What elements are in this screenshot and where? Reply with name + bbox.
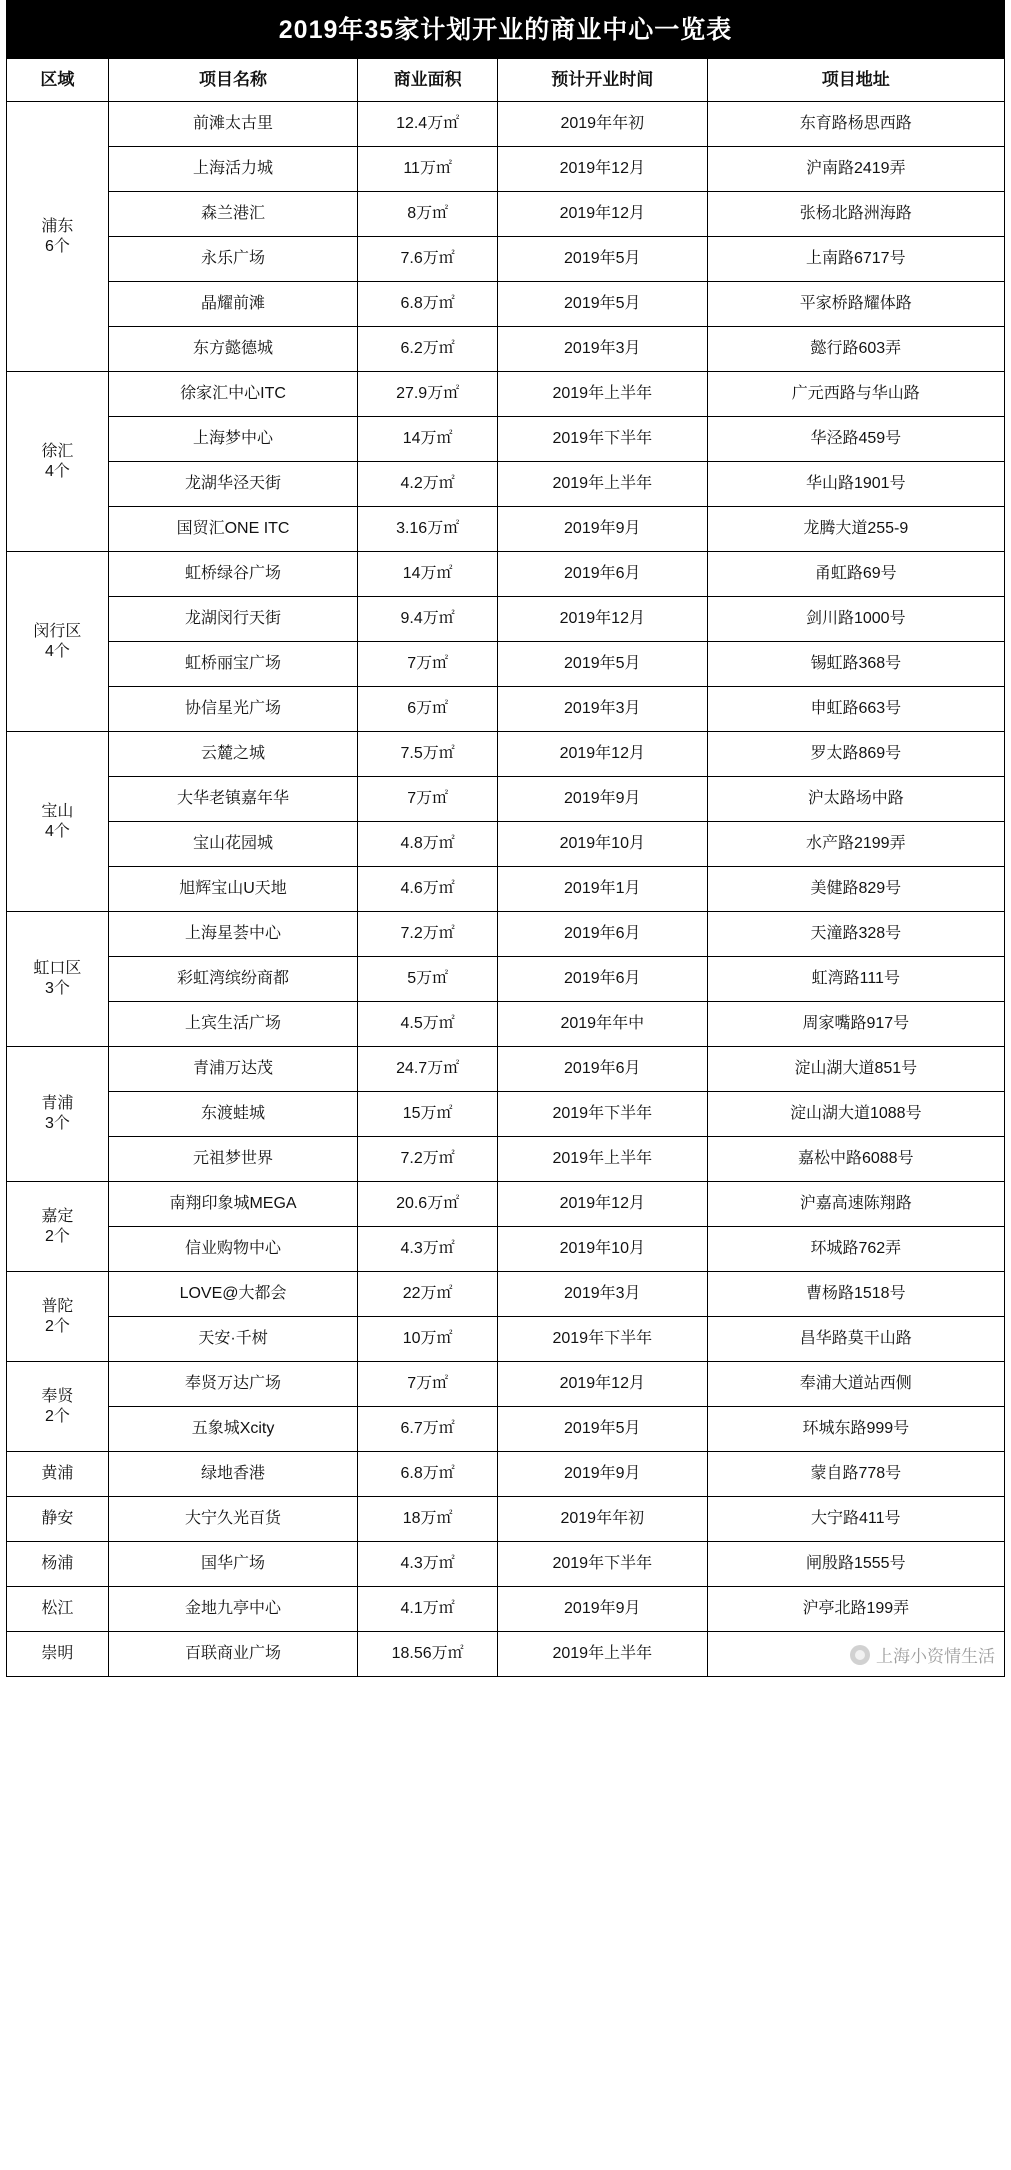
project-size-cell: 4.6万㎡ [358, 867, 498, 912]
table-row [7, 1497, 1005, 1542]
opening-time-cell: 2019年12月 [498, 147, 708, 192]
project-name-cell: 青浦万达茂 [108, 1047, 358, 1092]
project-address-cell: 周家嘴路917号 [707, 1002, 1004, 1047]
opening-time-cell: 2019年6月 [498, 957, 708, 1002]
table-row [7, 867, 1005, 912]
opening-time-cell: 2019年12月 [498, 192, 708, 237]
project-name-cell: 国华广场 [108, 1542, 358, 1587]
table-row [7, 507, 1005, 552]
opening-time-cell: 2019年6月 [498, 912, 708, 957]
area-name: 杨浦 [41, 1555, 74, 1572]
project-size-cell: 22万㎡ [358, 1272, 498, 1317]
project-size-cell: 4.5万㎡ [358, 1002, 498, 1047]
project-size-cell: 9.4万㎡ [358, 597, 498, 642]
table-row [7, 147, 1005, 192]
project-name-cell: 东方懿德城 [108, 327, 358, 372]
project-size-cell: 14万㎡ [358, 552, 498, 597]
opening-time-cell: 2019年下半年 [498, 1317, 708, 1362]
column-header-address: 项目地址 [707, 59, 1004, 102]
project-size-cell: 6.2万㎡ [358, 327, 498, 372]
table-row [7, 1542, 1005, 1587]
area-name: 宝山 [41, 802, 74, 820]
table-row [7, 237, 1005, 282]
opening-time-cell: 2019年5月 [498, 282, 708, 327]
project-name-cell: 奉贤万达广场 [108, 1362, 358, 1407]
table-row [7, 957, 1005, 1002]
project-address-cell: 甬虹路69号 [707, 552, 1004, 597]
area-count: 2个 [44, 1317, 70, 1335]
shopping-center-table [6, 58, 1005, 1677]
opening-time-cell: 2019年3月 [498, 327, 708, 372]
table-row [7, 1272, 1005, 1317]
area-cell [7, 1587, 109, 1632]
project-address-cell: 上南路6717号 [707, 237, 1004, 282]
area-name: 徐汇 [41, 442, 74, 460]
opening-time-cell: 2019年下半年 [498, 417, 708, 462]
project-size-cell: 3.16万㎡ [358, 507, 498, 552]
project-size-cell: 7.6万㎡ [358, 237, 498, 282]
project-name-cell: 东渡蛙城 [108, 1092, 358, 1137]
column-header-name: 项目名称 [108, 59, 358, 102]
project-size-cell: 10万㎡ [358, 1317, 498, 1362]
area-name: 崇明 [41, 1645, 74, 1662]
project-size-cell: 6.7万㎡ [358, 1407, 498, 1452]
project-name-cell: 南翔印象城MEGA [108, 1182, 358, 1227]
table-row [7, 102, 1005, 147]
project-size-cell: 27.9万㎡ [358, 372, 498, 417]
area-cell [7, 1497, 109, 1542]
project-name-cell: 云麓之城 [108, 732, 358, 777]
opening-time-cell: 2019年9月 [498, 507, 708, 552]
project-address-cell: 蒙自路778号 [707, 1452, 1004, 1497]
table-row [7, 1632, 1005, 1677]
project-size-cell: 15万㎡ [358, 1092, 498, 1137]
area-cell [7, 102, 109, 372]
project-size-cell: 6.8万㎡ [358, 1452, 498, 1497]
project-size-cell: 7.5万㎡ [358, 732, 498, 777]
project-address-cell: 沪太路场中路 [707, 777, 1004, 822]
opening-time-cell: 2019年5月 [498, 237, 708, 282]
area-count: 2个 [44, 1227, 70, 1245]
area-cell [7, 1542, 109, 1587]
project-address-cell: 环城东路999号 [707, 1407, 1004, 1452]
project-name-cell: LOVE@大都会 [108, 1272, 358, 1317]
area-cell [7, 732, 109, 912]
table-row [7, 327, 1005, 372]
project-size-cell: 4.3万㎡ [358, 1542, 498, 1587]
opening-time-cell: 2019年年初 [498, 1497, 708, 1542]
project-size-cell: 6万㎡ [358, 687, 498, 732]
area-name: 浦东 [41, 217, 74, 235]
project-name-cell: 徐家汇中心ITC [108, 372, 358, 417]
project-address-cell: 虹湾路111号 [707, 957, 1004, 1002]
project-address-cell: 懿行路603弄 [707, 327, 1004, 372]
project-name-cell: 上海梦中心 [108, 417, 358, 462]
project-size-cell: 4.1万㎡ [358, 1587, 498, 1632]
area-cell [7, 1047, 109, 1182]
table-row [7, 732, 1005, 777]
opening-time-cell: 2019年5月 [498, 642, 708, 687]
opening-time-cell: 2019年上半年 [498, 462, 708, 507]
project-address-cell: 沪嘉高速陈翔路 [707, 1182, 1004, 1227]
project-size-cell: 14万㎡ [358, 417, 498, 462]
project-address-cell: 锡虹路368号 [707, 642, 1004, 687]
area-cell [7, 1272, 109, 1362]
project-size-cell: 7.2万㎡ [358, 912, 498, 957]
project-address-cell: 平家桥路耀体路 [707, 282, 1004, 327]
project-name-cell: 元祖梦世界 [108, 1137, 358, 1182]
project-name-cell: 龙湖闵行天街 [108, 597, 358, 642]
table-row [7, 192, 1005, 237]
opening-time-cell: 2019年上半年 [498, 372, 708, 417]
area-count: 6个 [44, 237, 70, 255]
table-row [7, 417, 1005, 462]
area-name: 青浦 [41, 1095, 74, 1112]
project-size-cell: 18万㎡ [358, 1497, 498, 1542]
area-count: 2个 [44, 1407, 70, 1425]
opening-time-cell: 2019年10月 [498, 822, 708, 867]
area-count: 4个 [44, 642, 70, 660]
opening-time-cell: 2019年1月 [498, 867, 708, 912]
project-name-cell: 信业购物中心 [108, 1227, 358, 1272]
project-name-cell: 天安·千树 [108, 1317, 358, 1362]
area-count: 4个 [44, 462, 70, 480]
opening-time-cell: 2019年3月 [498, 1272, 708, 1317]
project-address-cell: 罗太路869号 [707, 732, 1004, 777]
column-header-area: 区域 [7, 59, 109, 102]
opening-time-cell: 2019年9月 [498, 777, 708, 822]
project-address-cell: 广元西路与华山路 [707, 372, 1004, 417]
project-address-cell: 闸殷路1555号 [707, 1542, 1004, 1587]
opening-time-cell: 2019年年中 [498, 1002, 708, 1047]
project-address-cell: 水产路2199弄 [707, 822, 1004, 867]
area-name: 闵行区 [33, 622, 82, 640]
table-row [7, 282, 1005, 327]
opening-time-cell: 2019年下半年 [498, 1542, 708, 1587]
area-name: 普陀 [41, 1297, 74, 1315]
area-count: 3个 [44, 1115, 70, 1132]
area-name: 松江 [41, 1600, 74, 1617]
opening-time-cell: 2019年12月 [498, 1182, 708, 1227]
project-size-cell: 7.2万㎡ [358, 1137, 498, 1182]
project-size-cell: 4.2万㎡ [358, 462, 498, 507]
table-row [7, 1452, 1005, 1497]
project-name-cell: 上海活力城 [108, 147, 358, 192]
project-name-cell: 金地九亭中心 [108, 1587, 358, 1632]
project-size-cell: 7万㎡ [358, 642, 498, 687]
project-name-cell: 百联商业广场 [108, 1632, 358, 1677]
project-address-cell: 淀山湖大道851号 [707, 1047, 1004, 1092]
area-count: 3个 [44, 980, 70, 997]
project-name-cell: 大华老镇嘉年华 [108, 777, 358, 822]
project-name-cell: 前滩太古里 [108, 102, 358, 147]
project-size-cell: 5万㎡ [358, 957, 498, 1002]
project-size-cell: 8万㎡ [358, 192, 498, 237]
table-row [7, 1362, 1005, 1407]
project-address-cell: 曹杨路1518号 [707, 1272, 1004, 1317]
area-cell [7, 1452, 109, 1497]
table-row [7, 912, 1005, 957]
table-row [7, 1137, 1005, 1182]
page-title: 2019年35家计划开业的商业中心一览表 [6, 0, 1005, 58]
project-size-cell: 12.4万㎡ [358, 102, 498, 147]
opening-time-cell: 2019年下半年 [498, 1092, 708, 1137]
opening-time-cell: 2019年上半年 [498, 1632, 708, 1677]
project-name-cell: 彩虹湾缤纷商都 [108, 957, 358, 1002]
opening-time-cell: 2019年6月 [498, 552, 708, 597]
project-name-cell: 虹桥丽宝广场 [108, 642, 358, 687]
table-row [7, 1182, 1005, 1227]
project-name-cell: 永乐广场 [108, 237, 358, 282]
opening-time-cell: 2019年3月 [498, 687, 708, 732]
area-name: 黄浦 [41, 1465, 74, 1482]
opening-time-cell: 2019年年初 [498, 102, 708, 147]
project-size-cell: 18.56万㎡ [358, 1632, 498, 1677]
project-address-cell: 大宁路411号 [707, 1497, 1004, 1542]
table-row [7, 1047, 1005, 1092]
project-name-cell: 宝山花园城 [108, 822, 358, 867]
project-address-cell: 华山路1901号 [707, 462, 1004, 507]
opening-time-cell: 2019年上半年 [498, 1137, 708, 1182]
table-body [7, 102, 1005, 1677]
project-size-cell: 4.8万㎡ [358, 822, 498, 867]
area-name: 静安 [41, 1510, 74, 1527]
project-name-cell: 大宁久光百货 [108, 1497, 358, 1542]
opening-time-cell: 2019年9月 [498, 1587, 708, 1632]
column-header-time: 预计开业时间 [498, 59, 708, 102]
table-row [7, 687, 1005, 732]
table-row [7, 1317, 1005, 1362]
area-cell [7, 912, 109, 1047]
table-row [7, 372, 1005, 417]
column-header-size: 商业面积 [358, 59, 498, 102]
project-name-cell: 旭辉宝山U天地 [108, 867, 358, 912]
project-address-cell: 华泾路459号 [707, 417, 1004, 462]
table-row [7, 597, 1005, 642]
table-row [7, 642, 1005, 687]
project-name-cell: 龙湖华泾天街 [108, 462, 358, 507]
project-address-cell: 淀山湖大道1088号 [707, 1092, 1004, 1137]
project-name-cell: 协信星光广场 [108, 687, 358, 732]
area-cell [7, 372, 109, 552]
table-row [7, 552, 1005, 597]
project-name-cell: 五象城Xcity [108, 1407, 358, 1452]
project-address-cell: 环城路762弄 [707, 1227, 1004, 1272]
area-name: 奉贤 [41, 1387, 74, 1405]
project-name-cell: 国贸汇ONE ITC [108, 507, 358, 552]
project-name-cell: 晶耀前滩 [108, 282, 358, 327]
table-row [7, 1407, 1005, 1452]
table-row [7, 1227, 1005, 1272]
table-row [7, 1587, 1005, 1632]
project-size-cell: 11万㎡ [358, 147, 498, 192]
opening-time-cell: 2019年12月 [498, 597, 708, 642]
area-cell [7, 1632, 109, 1677]
project-name-cell: 虹桥绿谷广场 [108, 552, 358, 597]
project-name-cell: 上宾生活广场 [108, 1002, 358, 1047]
project-address-cell: 奉浦大道站西侧 [707, 1362, 1004, 1407]
opening-time-cell: 2019年12月 [498, 732, 708, 777]
project-address-cell: 美健路829号 [707, 867, 1004, 912]
project-address-cell: 沪亭北路199弄 [707, 1587, 1004, 1632]
project-size-cell: 24.7万㎡ [358, 1047, 498, 1092]
project-address-cell: 嘉松中路6088号 [707, 1137, 1004, 1182]
project-name-cell: 绿地香港 [108, 1452, 358, 1497]
area-count: 4个 [44, 822, 70, 840]
opening-time-cell: 2019年10月 [498, 1227, 708, 1272]
table-row [7, 462, 1005, 507]
area-name: 嘉定 [41, 1207, 74, 1225]
area-name: 虹口区 [33, 960, 82, 977]
project-address-cell: 东育路杨思西路 [707, 102, 1004, 147]
project-size-cell: 7万㎡ [358, 1362, 498, 1407]
project-address-cell: 张杨北路洲海路 [707, 192, 1004, 237]
opening-time-cell: 2019年9月 [498, 1452, 708, 1497]
watermark-label: 上海小资情生活 [876, 1647, 995, 1666]
opening-time-cell: 2019年12月 [498, 1362, 708, 1407]
project-name-cell: 森兰港汇 [108, 192, 358, 237]
project-size-cell: 7万㎡ [358, 777, 498, 822]
table-row [7, 777, 1005, 822]
project-address-cell: 昌华路莫干山路 [707, 1317, 1004, 1362]
opening-time-cell: 2019年6月 [498, 1047, 708, 1092]
project-address-cell [707, 1632, 1004, 1677]
opening-time-cell: 2019年5月 [498, 1407, 708, 1452]
project-size-cell: 20.6万㎡ [358, 1182, 498, 1227]
project-size-cell: 6.8万㎡ [358, 282, 498, 327]
project-address-cell: 天潼路328号 [707, 912, 1004, 957]
area-cell [7, 1182, 109, 1272]
project-address-cell: 申虹路663号 [707, 687, 1004, 732]
project-address-cell: 剑川路1000号 [707, 597, 1004, 642]
project-address-cell: 沪南路2419弄 [707, 147, 1004, 192]
project-size-cell: 4.3万㎡ [358, 1227, 498, 1272]
table-row [7, 1092, 1005, 1137]
area-cell [7, 552, 109, 732]
table-header-row [7, 59, 1005, 102]
table-row [7, 1002, 1005, 1047]
project-address-cell: 龙腾大道255-9 [707, 507, 1004, 552]
table-row [7, 822, 1005, 867]
area-cell [7, 1362, 109, 1452]
project-name-cell: 上海星荟中心 [108, 912, 358, 957]
